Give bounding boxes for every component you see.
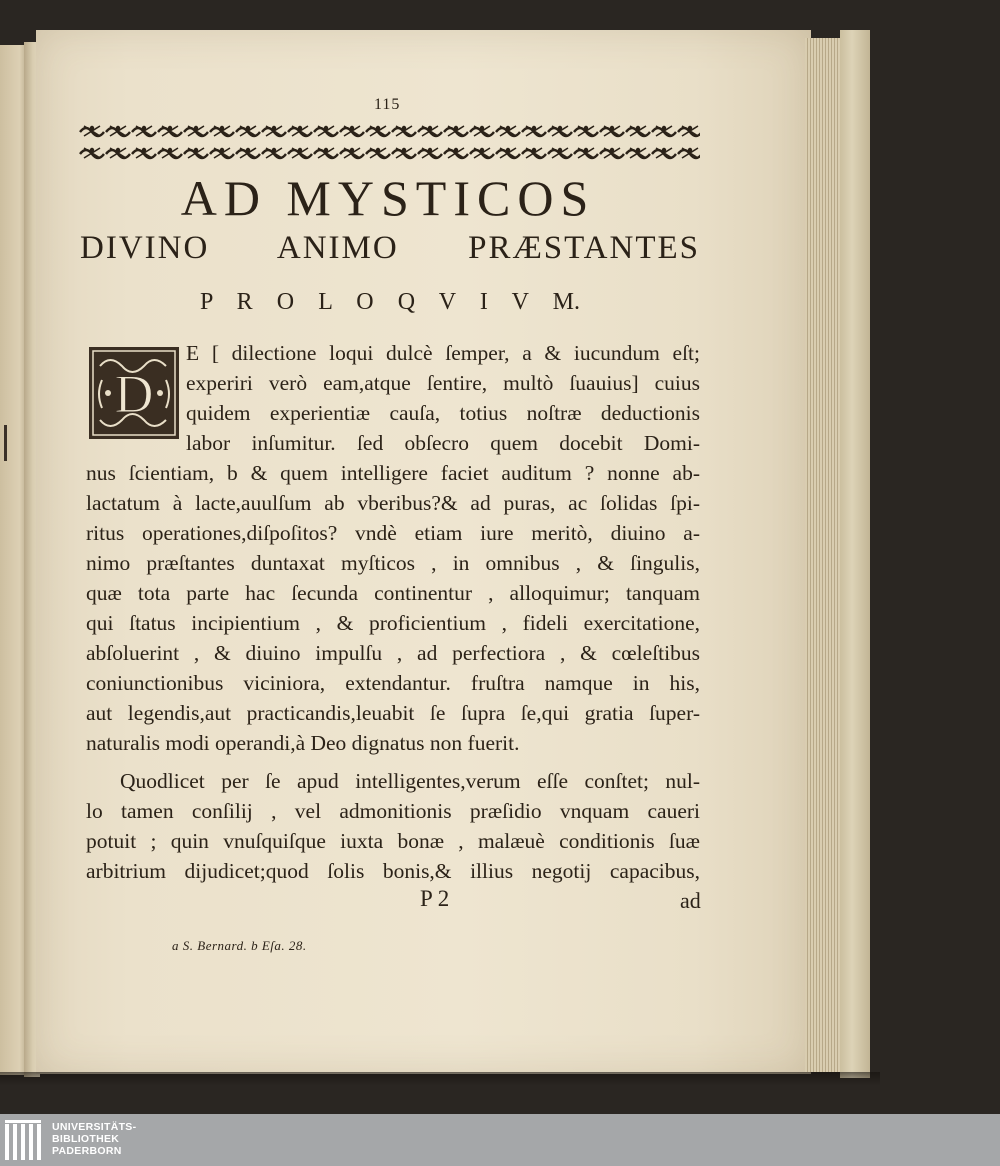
page-shadow — [0, 1072, 880, 1086]
text-line: labor inſumitur. ſed obſecro quem docebit Domi- — [186, 431, 700, 455]
text-line: coniunctionibus viciniora, extendantur. fruſtra namque in his, — [86, 671, 700, 695]
page-title-sub: DIVINO ANIMO PRÆSTANTES — [80, 230, 700, 266]
text-line: potuit ; quin vnuſquiſque iuxta bonæ , malæuè conditionis ſuæ — [86, 829, 700, 853]
dropcap-letter: D — [114, 364, 154, 424]
page-number: 115 — [374, 96, 401, 113]
page-stack-edges — [805, 38, 843, 1072]
decorated-initial-icon — [88, 346, 180, 440]
page-title-main: AD MYSTICOS — [180, 170, 596, 226]
text-line: nus ſcientiam, b & quem intelligere faciet auditum ? nonne ab- — [86, 461, 700, 485]
library-name-line1: UNIVERSITÄTS- — [52, 1121, 137, 1133]
text-line: E [ dilectione loqui dulcè ſemper, a & iucundum eſt; — [186, 341, 700, 365]
catchword: ad — [680, 888, 701, 913]
ornamental-border-icon — [78, 118, 700, 166]
library-name — [52, 1121, 136, 1157]
page-title-prologue: P R O L O Q V I V M. — [200, 289, 580, 315]
text-line: abſoluerint , & diuino impulſu , ad perfectiora , & cœleſtibus — [86, 641, 700, 665]
footnotes: a S. Bernard. b Eſa. 28. — [172, 938, 307, 953]
text-line: ritus operationes,diſpoſitos? vndè etiam iure meritò, diuino a- — [86, 521, 700, 545]
text-line: qui ſtatus incipientium , & proficientium , fideli exercitatione, — [86, 611, 700, 635]
text-line: naturalis modi operandi,à Deo dignatus non fuerit. — [86, 731, 520, 755]
book-cover-edge — [840, 30, 870, 1078]
text-line: quæ tota parte hac ſecunda continentur , alloquimur; tanquam — [86, 581, 700, 605]
text-line: arbitrium dijudicet;quod ſolis bonis,& illius negotij capacibus, — [86, 859, 700, 883]
library-name-line3: PADERBORN — [52, 1145, 122, 1157]
text-line: Quodlicet per ſe apud intelligentes,verum eſſe conſtet; nul- — [120, 769, 700, 793]
library-footer-bar — [0, 1114, 1000, 1166]
library-logo-icon — [3, 1118, 47, 1162]
text-line: quidem experientiæ cauſa, totius noſtræ deductionis — [186, 401, 700, 425]
text-line: lo tamen conſilij , vel admonitionis præſidio vnquam caueri — [86, 799, 700, 823]
text-line: experiri verò eam,atque ſentire, multò ſuauius] cuius — [186, 371, 700, 395]
text-line: aut legendis,aut practicandis,leuabit ſe ſupra ſe,qui gratia ſuper- — [86, 701, 700, 725]
text-line: nimo præſtantes duntaxat myſticos , in omnibus , & ſingulis, — [86, 551, 700, 575]
left-page-mark — [4, 425, 7, 461]
library-name-line2: BIBLIOTHEK — [52, 1133, 120, 1145]
signature-mark: P 2 — [420, 886, 450, 911]
text-line: lactatum à lacte,auulſum ab vberibus?& ad puras, ac ſolidas ſpi- — [86, 491, 700, 515]
